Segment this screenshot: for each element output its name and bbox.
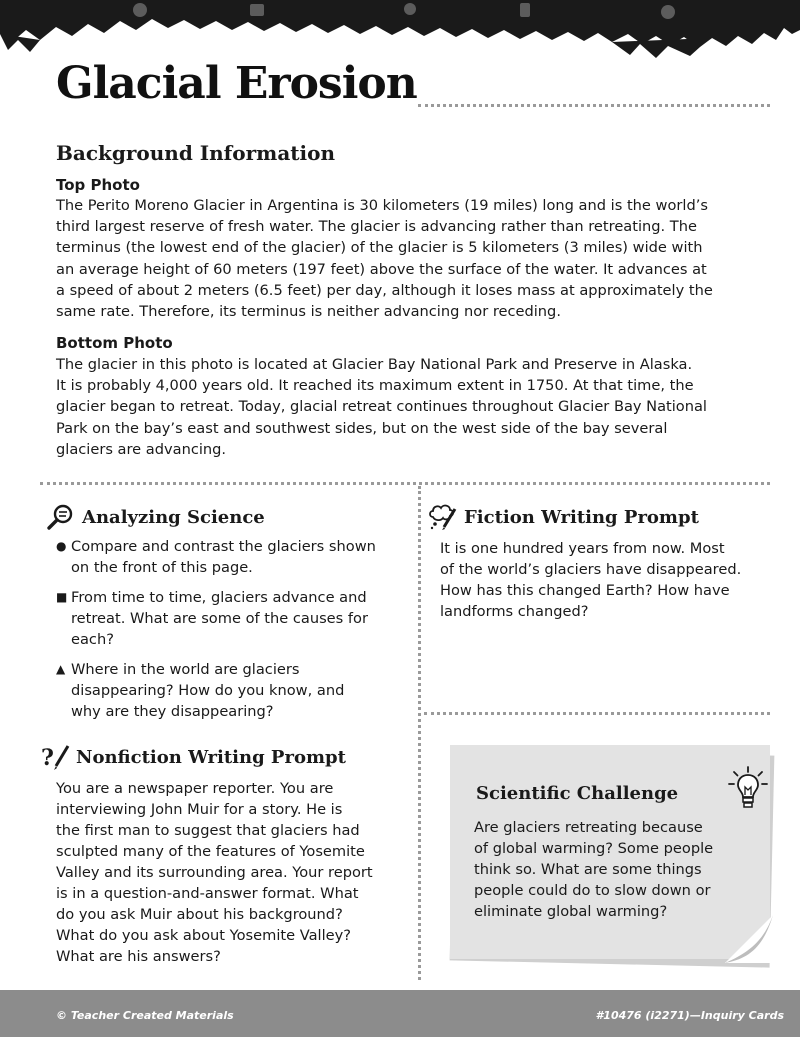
text-line: of global warming? Some people (474, 840, 714, 857)
text-line: From time to time, glaciers advance and (71, 589, 367, 606)
text-line: a speed of about 2 meters (6.5 feet) per day, although it loses mass at approximately the (56, 281, 713, 299)
bullet-square-icon: ■ (56, 590, 68, 604)
text-line: sculpted many of the features of Yosemite (56, 843, 365, 860)
list-item (56, 659, 406, 722)
text-line: It is one hundred years from now. Most (440, 540, 725, 557)
bullet-circle-icon: ● (56, 539, 67, 553)
text-line: retreat. What are some of the causes for (71, 610, 368, 627)
text-line: disappearing? How do you know, and (71, 682, 345, 699)
page-title: Glacial Erosion (56, 58, 417, 109)
text-line: of the world’s glaciers have disappeared. (440, 561, 742, 578)
footer-copyright: © Teacher Created Materials (56, 1009, 234, 1022)
fiction-prompt-heading (428, 503, 699, 531)
text-line: What do you ask about Yosemite Valley? (56, 927, 352, 944)
section-divider (40, 482, 770, 485)
text-line: Valley and its surrounding area. Your report (56, 864, 373, 881)
text-line: The Perito Moreno Glacier in Argentina is 30 kilometers (19 miles) long and is the world’s (56, 197, 708, 214)
text-line: You are a newspaper reporter. You are (56, 780, 334, 797)
text-line: glaciers are advancing. (56, 440, 227, 458)
page-footer (0, 990, 800, 1037)
bullet-triangle-icon: ▲ (56, 662, 66, 676)
list-item (56, 587, 406, 650)
analyzing-science-title: Analyzing Science (82, 506, 265, 528)
background-heading: Background Information (56, 141, 336, 165)
text-line: on the front of this page. (71, 559, 253, 576)
top-photo-paragraph (56, 195, 768, 322)
challenge-heading: Scientific Challenge (476, 783, 679, 804)
magnifier-speech-icon (46, 503, 76, 531)
text-line: is in a question-and-answer format. What (56, 885, 359, 902)
section-divider (424, 712, 770, 715)
title-dotted-rule (418, 104, 770, 107)
analyzing-questions-list (56, 536, 406, 731)
top-photo-label: Top Photo (56, 176, 140, 194)
fiction-prompt-text (440, 538, 770, 622)
text-line: The glacier in this photo is located at Glacier Bay National Park and Preserve in Alaska. (56, 356, 693, 373)
text-line: Where in the world are glaciers (71, 661, 300, 678)
decorative-header-band (0, 0, 800, 62)
text-line: why are they disappearing? (71, 703, 274, 720)
fiction-prompt-title: Fiction Writing Prompt (464, 506, 699, 528)
text-line: How has this changed Earth? How have (440, 582, 730, 599)
thought-cloud-pencil-icon (428, 503, 458, 531)
text-line: eliminate global warming? (474, 903, 668, 920)
text-line: interviewing John Muir for a story. He is (56, 801, 343, 818)
text-line: It is probably 4,000 years old. It reached its maximum extent in 1750. At that time, the (56, 377, 694, 395)
list-item (56, 536, 406, 578)
nonfiction-prompt-title: Nonfiction Writing Prompt (76, 746, 346, 768)
nonfiction-prompt-heading (40, 743, 346, 771)
text-line: terminus (the lowest end of the glacier) of the glacier is 5 kilometers (3 miles) wide with (56, 239, 703, 257)
svg-text:?: ? (41, 745, 54, 771)
lightbulb-icon (728, 766, 768, 812)
text-line: glacier began to retreat. Today, glacial retreat continues throughout Glacier Bay National (56, 398, 707, 416)
text-line: third largest reserve of fresh water. The glacier is advancing rather than retreating. The (56, 218, 697, 236)
text-line: the first man to suggest that glaciers had (56, 822, 360, 839)
text-line: same rate. Therefore, its terminus is neither advancing nor receding. (56, 303, 561, 321)
text-line: think so. What are some things (474, 861, 702, 878)
text-line: Are glaciers retreating because (474, 819, 703, 836)
text-line: landforms changed? (440, 603, 589, 620)
footer-product-code: #10476 (i2271)—Inquiry Cards (595, 1009, 784, 1022)
text-line: What are his answers? (56, 948, 221, 965)
challenge-text (474, 817, 764, 922)
text-line: Compare and contrast the glaciers shown (71, 538, 376, 555)
text-line: each? (71, 631, 114, 648)
bottom-photo-label: Bottom Photo (56, 334, 173, 352)
text-line: do you ask Muir about his background? (56, 906, 343, 923)
nonfiction-prompt-text (56, 778, 408, 967)
page-curl-icon (725, 915, 773, 963)
question-pencil-icon (40, 743, 70, 771)
column-divider (418, 486, 421, 980)
bottom-photo-paragraph (56, 354, 768, 460)
analyzing-science-heading (46, 503, 265, 531)
text-line: people could do to slow down or (474, 882, 711, 899)
text-line: Park on the bay’s east and southwest sides, but on the west side of the bay several (56, 419, 668, 437)
text-line: an average height of 60 meters (197 feet) above the surface of the water. It advances at (56, 260, 707, 278)
